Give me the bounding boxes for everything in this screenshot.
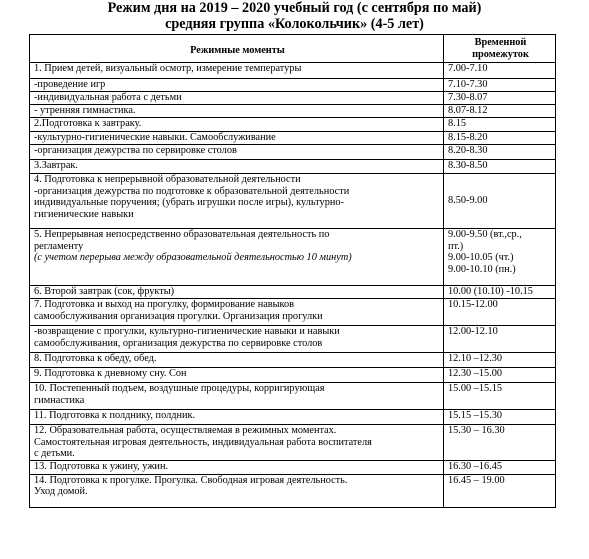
header-activities: Режимные моменты: [30, 35, 444, 63]
time-line: 12.10 –12.30: [448, 353, 503, 364]
time-cell: [444, 299, 556, 326]
table-row: [30, 132, 556, 145]
activity-line: 6. Второй завтрак (сок, фрукты): [34, 286, 175, 297]
activity-cell: [30, 299, 444, 326]
activity-line: 11. Подготовка к полднику, полдник.: [34, 410, 196, 421]
activity-line: - утренняя гимнастика.: [34, 105, 136, 116]
activity-cell: [30, 460, 444, 474]
activity-cell: [30, 92, 444, 105]
table-row: [30, 474, 556, 507]
activity-cell: [30, 160, 444, 174]
time-cell: [444, 118, 556, 132]
activity-cell: [30, 474, 444, 507]
activity-line: 5. Непрерывная непосредственно образовательная деятельность по: [34, 229, 330, 240]
time-cell: [444, 132, 556, 145]
activity-line: 7. Подготовка и выход на прогулку, формирование навыков: [34, 299, 295, 310]
activity-line: 2.Подготовка к завтраку.: [34, 118, 142, 129]
activity-cell: [30, 79, 444, 92]
activity-line: 4. Подготовка к непрерывной образовательной деятельности: [34, 174, 301, 185]
table-row: [30, 160, 556, 174]
table-row: [30, 92, 556, 105]
activity-line: -проведение игр: [34, 79, 106, 90]
activity-line: 9. Подготовка к дневному сну. Сон: [34, 368, 187, 379]
document-title-line-2: средняя группа «Колокольчик» (4-5 лет): [165, 16, 424, 32]
time-line: 16.45 – 19.00: [448, 474, 505, 486]
time-line: пт.): [448, 240, 464, 252]
activity-cell: [30, 410, 444, 425]
table-row: [30, 105, 556, 118]
activity-cell: [30, 118, 444, 132]
time-line: 12.30 –15.00: [448, 368, 503, 379]
time-line: 12.00-12.10: [448, 326, 498, 337]
time-cell: [444, 105, 556, 118]
table-row: [30, 326, 556, 353]
activity-line: 8. Подготовка к обеду, обед.: [34, 353, 157, 364]
time-line: 7.00-7.10: [448, 63, 488, 74]
time-line: 8.50-9.00: [448, 195, 488, 207]
time-line: 8.20-8.30: [448, 145, 488, 156]
activity-cell: [30, 132, 444, 145]
activity-line: Самостоятельная игровая деятельность, индивидуальная работа воспитателя: [34, 436, 372, 448]
time-line: 7.10-7.30: [448, 79, 488, 90]
time-cell: [444, 353, 556, 368]
table-row: [30, 425, 556, 461]
activity-line: самообслуживания, организация дежурства по сервировке столов: [34, 337, 323, 349]
time-cell: [444, 474, 556, 507]
header-time: Временной промежуток: [444, 35, 556, 63]
table-row: [30, 299, 556, 326]
time-cell: [444, 174, 556, 229]
time-cell: [444, 460, 556, 474]
time-line: 8.15-8.20: [448, 132, 488, 143]
time-cell: [444, 79, 556, 92]
time-cell: [444, 410, 556, 425]
activity-cell: [30, 63, 444, 79]
time-cell: [444, 286, 556, 299]
table-row: [30, 460, 556, 474]
activity-line: 12. Образовательная работа, осуществляемая в режимных моментах.: [34, 425, 337, 436]
time-cell: [444, 368, 556, 383]
activity-cell: [30, 174, 444, 229]
activity-line: 3.Завтрак.: [34, 160, 78, 171]
activity-cell: [30, 286, 444, 299]
time-line: 9.00-10.10 (пн.): [448, 263, 516, 275]
activity-line: гигиенические навыки: [34, 208, 134, 220]
time-cell: [444, 63, 556, 79]
table-row: [30, 118, 556, 132]
activity-line: гимнастика: [34, 394, 85, 406]
time-line: 7.30-8.07: [448, 92, 488, 103]
table-row: [30, 286, 556, 299]
activity-line: регламенту: [34, 240, 84, 252]
activity-line: -возвращение с прогулки, культурно-гигиенические навыки и навыки: [34, 326, 340, 337]
table-row: [30, 229, 556, 286]
activity-line: -культурно-гигиенические навыки. Самообслуживание: [34, 132, 276, 143]
time-line: 15.00 –15.15: [448, 383, 503, 394]
activity-note: (с учетом перерыва между образовательной деятельностью 10 минут): [34, 252, 352, 264]
table-row: [30, 63, 556, 79]
activity-line: Уход домой.: [34, 486, 88, 498]
time-line: 15.30 – 16.30: [448, 425, 505, 436]
time-line: 8.07-8.12: [448, 105, 488, 116]
time-line: 8.15: [448, 118, 467, 129]
time-cell: [444, 425, 556, 461]
activity-cell: [30, 326, 444, 353]
activity-cell: [30, 383, 444, 410]
activity-line: индивидуальные поручения; (убрать игрушки после игры), культурно-: [34, 197, 344, 209]
time-cell: [444, 383, 556, 410]
table-row: [30, 174, 556, 229]
table-row: [30, 79, 556, 92]
time-line: 16.30 –16.45: [448, 460, 503, 472]
table-row: [30, 383, 556, 410]
table-header-row: [30, 35, 556, 63]
time-cell: [444, 229, 556, 286]
time-line: 9.00-9.50 (вт.,ср.,: [448, 229, 522, 240]
activity-cell: [30, 229, 444, 286]
table-row: [30, 145, 556, 160]
activity-cell: [30, 353, 444, 368]
table-row: [30, 410, 556, 425]
activity-line: 13. Подготовка к ужину, ужин.: [34, 460, 169, 472]
time-cell: [444, 92, 556, 105]
activity-line: -индивидуальная работа с детьми: [34, 92, 182, 103]
time-line: 9.00-10.05 (чт.): [448, 252, 514, 264]
activity-cell: [30, 105, 444, 118]
time-cell: [444, 326, 556, 353]
activity-cell: [30, 145, 444, 160]
activity-line: -организация дежурства по сервировке столов: [34, 145, 237, 156]
schedule-table: [29, 34, 556, 508]
activity-line: -организация дежурства по подготовке к образовательной деятельности: [34, 185, 350, 197]
activity-cell: [30, 425, 444, 461]
time-line: 10.15-12.00: [448, 299, 498, 310]
activity-line: 14. Подготовка к прогулке. Прогулка. Свободная игровая деятельность.: [34, 474, 348, 486]
time-cell: [444, 160, 556, 174]
table-row: [30, 353, 556, 368]
activity-line: с детьми.: [34, 448, 75, 460]
time-line: 10.00 (10.10) -10.15: [448, 286, 533, 297]
activity-line: самообслуживания организация прогулки. Организация прогулки: [34, 310, 323, 322]
document-title-line-1: Режим дня на 2019 – 2020 учебный год (с сентября по май): [107, 0, 482, 16]
activity-line: 1. Прием детей, визуальный осмотр, измерение температуры: [34, 63, 302, 74]
activity-line: 10. Постепенный подъем, воздушные процедуры, корригирующая: [34, 383, 325, 394]
table-row: [30, 368, 556, 383]
time-cell: [444, 145, 556, 160]
time-line: 8.30-8.50: [448, 160, 488, 171]
time-line: 15.15 –15.30: [448, 410, 503, 421]
activity-cell: [30, 368, 444, 383]
